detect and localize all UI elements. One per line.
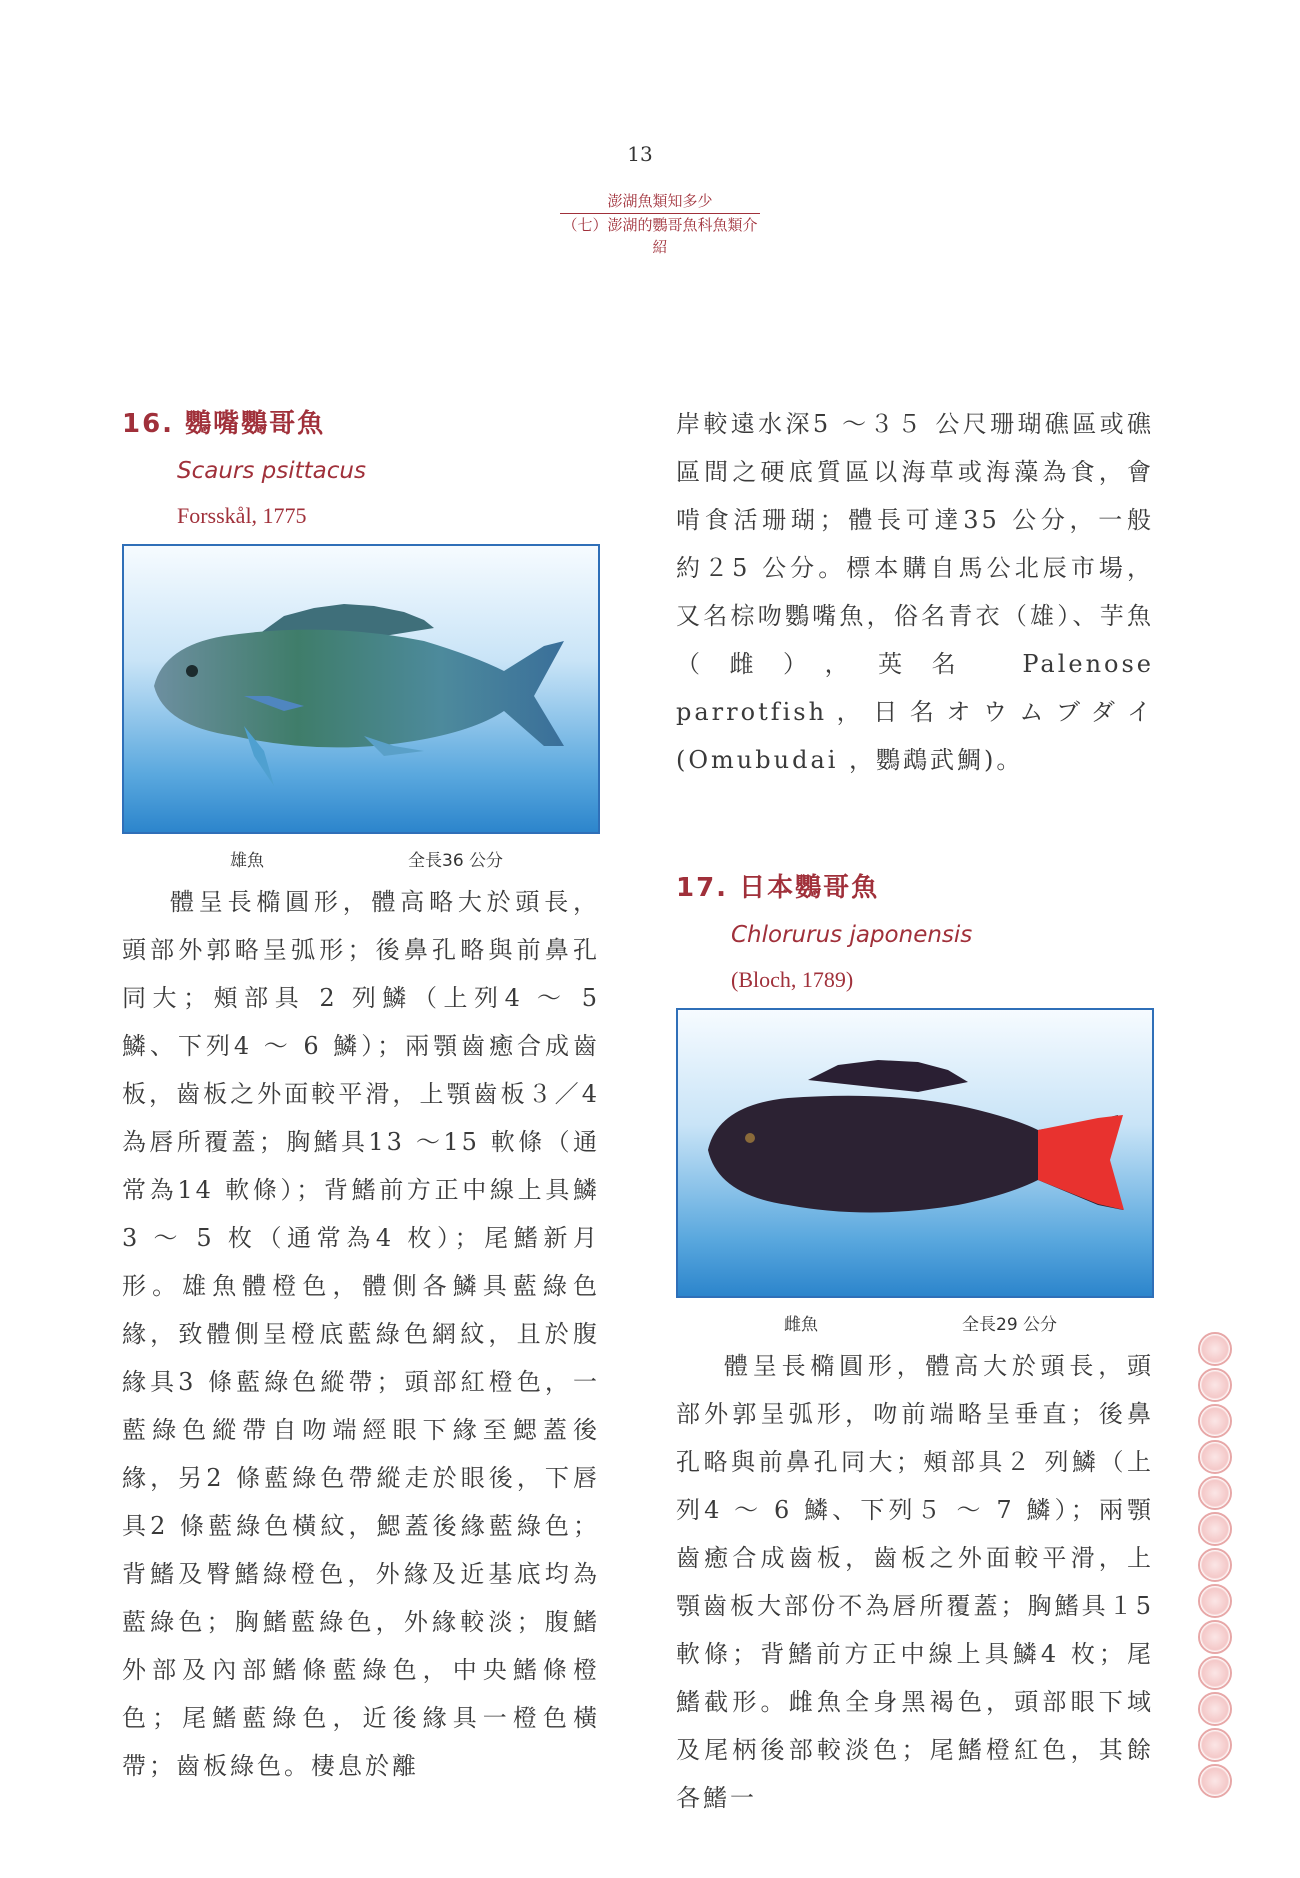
caption-length: 全長29 公分: [962, 1315, 1058, 1335]
caption-sex: 雌魚: [784, 1315, 818, 1335]
fish-photo: [676, 1008, 1154, 1298]
ornament-ring-icon: [1198, 1476, 1232, 1510]
right-column: [676, 400, 1154, 1822]
ornament-ring-icon: [1198, 1584, 1232, 1618]
species-description-continued: 岸較遠水深5 ～３５ 公尺珊瑚礁區或礁區間之硬底質區以海草或海藻為食，會啃食活珊瑚；體長可達35 公分，一般約２5 公分。標本購自馬公北辰市場，又名棕吻鸚嘴魚，俗名青衣（雄）、芋魚（雌），英名 Palenose parrotfish，日名オウムブダイ(Omubudai ，鸚鵡武鯛)。: [676, 410, 1154, 774]
species-description: 體呈長橢圓形，體高略大於頭長，頭部外郭略呈弧形；後鼻孔略與前鼻孔同大；頰部具 2 列鱗（上列4 ～ 5 鱗、下列4 ～ 6 鱗）；兩顎齒癒合成齒板，齒板之外面較平滑，上顎齒板３／4 為唇所覆蓋；胸鰭具13 ～15 軟條（通常為14 軟條）；背鰭前方正中線上具鱗3 ～ 5 枚（通常為4 枚）；尾鰭新月形。雄魚體橙色，體側各鱗具藍綠色緣，致體側呈橙底藍綠色網紋，且於腹緣具3 條藍綠色縱帶；頭部紅橙色，一藍綠色縱帶自吻端經眼下緣至鰓蓋後緣，另2 條藍綠色帶縱走於眼後，下唇具2 條藍綠色橫紋，鰓蓋後緣藍綠色；背鰭及臀鰭綠橙色，外緣及近基底均為藍綠色；胸鰭藍綠色，外緣較淡；腹鰭外部及內部鰭條藍綠色，中央鰭條橙色；尾鰭藍綠色，近後緣具一橙色橫帶；齒板綠色。棲息於離: [122, 888, 600, 1780]
chapter-title: （七）澎湖的鸚哥魚科魚類介紹: [562, 216, 758, 256]
species-17-section: [676, 864, 1154, 1822]
ornament-ring-icon: [1198, 1368, 1232, 1402]
species-heading: 16. 鸚嘴鸚哥魚: [122, 409, 326, 439]
ornament-ring-icon: [1198, 1692, 1232, 1726]
caption-length: 全長36 公分: [408, 851, 504, 871]
scientific-name: Scaurs psittacus: [177, 458, 366, 484]
species-description: 體呈長橢圓形，體高大於頭長，頭部外郭呈弧形，吻前端略呈垂直；後鼻孔略與前鼻孔同大；頰部具２ 列鱗（上列4 ～ 6 鱗、下列５ ～ 7 鱗）；兩顎齒癒合成齒板，齒板之外面較平滑，上顎齒板大部份不為唇所覆蓋；胸鰭具１5 軟條；背鰭前方正中線上具鱗4 枚；尾鰭截形。雌魚全身黑褐色，頭部眼下域及尾柄後部較淡色；尾鰭橙紅色，其餘各鰭一: [676, 1352, 1154, 1812]
species-author: Forsskål, 1775: [177, 503, 307, 528]
ornament-ring-icon: [1198, 1548, 1232, 1582]
running-head: [560, 190, 760, 258]
ornament-ring-icon: [1198, 1656, 1232, 1690]
ornament-ring-icon: [1198, 1620, 1232, 1654]
scientific-name: Chlorurus japonensis: [731, 922, 973, 948]
decorative-ring-border: [1198, 1332, 1234, 1800]
species-heading: 17. 日本鸚哥魚: [676, 873, 880, 903]
fish-photo: [122, 544, 600, 834]
series-title: 澎湖魚類知多少: [560, 190, 760, 214]
species-author: (Bloch, 1789): [731, 967, 854, 992]
ornament-ring-icon: [1198, 1728, 1232, 1762]
photo-caption: [676, 1298, 1154, 1342]
ornament-ring-icon: [1198, 1332, 1232, 1366]
parrotfish-photo-icon: [124, 546, 598, 832]
ornament-ring-icon: [1198, 1404, 1232, 1438]
species-16-column: [122, 400, 600, 1790]
parrotfish-photo-icon: [678, 1010, 1152, 1296]
ornament-ring-icon: [1198, 1764, 1232, 1798]
photo-caption: [122, 834, 600, 878]
ornament-ring-icon: [1198, 1512, 1232, 1546]
page-number: 13: [627, 142, 653, 166]
ornament-ring-icon: [1198, 1440, 1232, 1474]
caption-sex: 雄魚: [230, 851, 264, 871]
